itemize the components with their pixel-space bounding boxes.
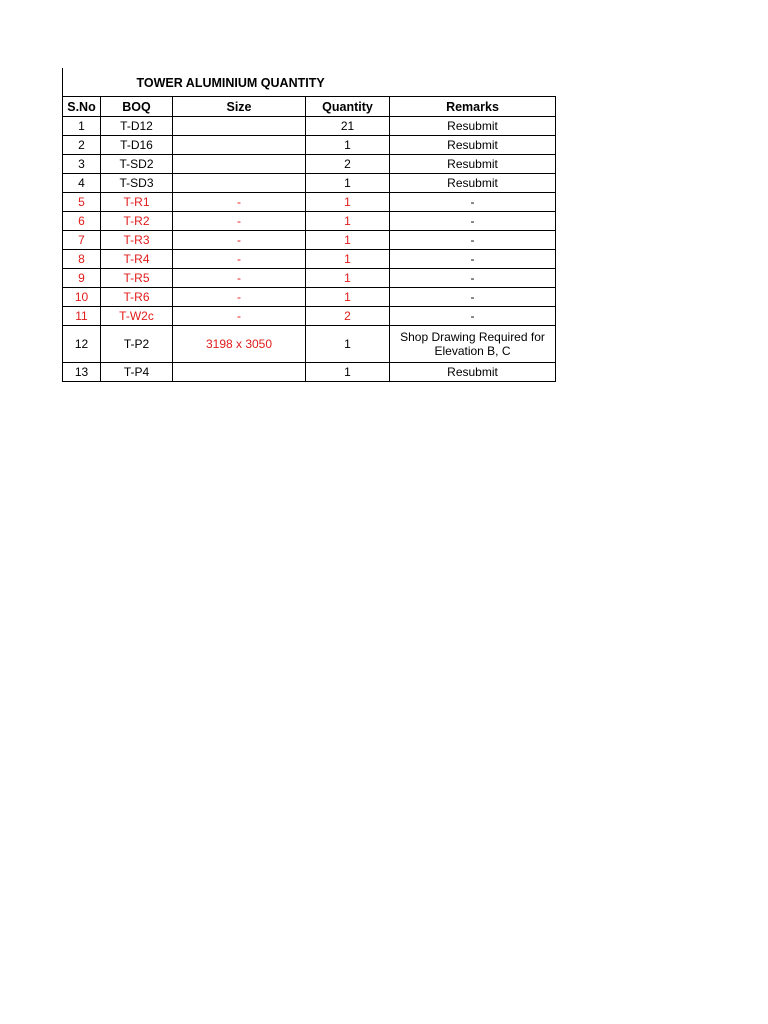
cell-sno: 1	[63, 117, 101, 136]
cell-size	[173, 155, 306, 174]
cell-quantity: 1	[306, 212, 390, 231]
cell-boq: T-R2	[101, 212, 173, 231]
cell-quantity: 1	[306, 363, 390, 382]
cell-boq: T-W2c	[101, 307, 173, 326]
cell-size: -	[173, 231, 306, 250]
cell-quantity: 1	[306, 174, 390, 193]
cell-size: -	[173, 269, 306, 288]
cell-boq: T-P4	[101, 363, 173, 382]
header-sno: S.No	[63, 97, 101, 117]
table-title-row	[63, 68, 556, 97]
cell-size	[173, 174, 306, 193]
cell-sno: 11	[63, 307, 101, 326]
cell-quantity: 1	[306, 326, 390, 363]
cell-quantity: 2	[306, 155, 390, 174]
cell-sno: 4	[63, 174, 101, 193]
cell-remarks: -	[390, 231, 556, 250]
cell-boq: T-SD3	[101, 174, 173, 193]
cell-size: -	[173, 212, 306, 231]
cell-sno: 10	[63, 288, 101, 307]
cell-sno: 7	[63, 231, 101, 250]
cell-remarks: Resubmit	[390, 117, 556, 136]
cell-boq: T-R1	[101, 193, 173, 212]
cell-remarks: Resubmit	[390, 155, 556, 174]
table-row	[63, 326, 556, 363]
cell-sno: 6	[63, 212, 101, 231]
cell-size: -	[173, 250, 306, 269]
quantity-sheet	[62, 68, 556, 382]
cell-quantity: 21	[306, 117, 390, 136]
cell-boq: T-D16	[101, 136, 173, 155]
table-header-row	[63, 97, 556, 117]
cell-sno: 2	[63, 136, 101, 155]
cell-quantity: 1	[306, 250, 390, 269]
table-row	[63, 250, 556, 269]
cell-remarks: Resubmit	[390, 136, 556, 155]
table-row	[63, 231, 556, 250]
header-quantity: Quantity	[306, 97, 390, 117]
cell-size: -	[173, 193, 306, 212]
cell-quantity: 1	[306, 269, 390, 288]
cell-remarks: -	[390, 307, 556, 326]
cell-boq: T-R5	[101, 269, 173, 288]
table-title: TOWER ALUMINIUM QUANTITY	[136, 76, 325, 90]
cell-remarks: Shop Drawing Required for Elevation B, C	[390, 326, 556, 363]
cell-remarks: -	[390, 212, 556, 231]
cell-remarks: Resubmit	[390, 363, 556, 382]
cell-size: -	[173, 307, 306, 326]
table-row	[63, 136, 556, 155]
cell-remarks: -	[390, 193, 556, 212]
cell-boq: T-D12	[101, 117, 173, 136]
cell-sno: 9	[63, 269, 101, 288]
table-row	[63, 155, 556, 174]
title-spacer	[63, 68, 101, 97]
table-row	[63, 193, 556, 212]
header-boq: BOQ	[101, 97, 173, 117]
table-row	[63, 212, 556, 231]
cell-sno: 8	[63, 250, 101, 269]
cell-quantity: 1	[306, 136, 390, 155]
cell-sno: 13	[63, 363, 101, 382]
cell-quantity: 1	[306, 231, 390, 250]
cell-remarks: -	[390, 269, 556, 288]
cell-remarks: -	[390, 288, 556, 307]
cell-boq: T-SD2	[101, 155, 173, 174]
header-remarks: Remarks	[390, 97, 556, 117]
cell-sno: 3	[63, 155, 101, 174]
cell-boq: T-R4	[101, 250, 173, 269]
cell-quantity: 2	[306, 307, 390, 326]
table-row	[63, 117, 556, 136]
aluminium-quantity-table	[62, 68, 556, 382]
table-row	[63, 307, 556, 326]
table-row	[63, 288, 556, 307]
cell-sno: 12	[63, 326, 101, 363]
cell-size	[173, 136, 306, 155]
table-row	[63, 174, 556, 193]
cell-remarks: Resubmit	[390, 174, 556, 193]
cell-boq: T-R6	[101, 288, 173, 307]
cell-boq: T-R3	[101, 231, 173, 250]
header-size: Size	[173, 97, 306, 117]
cell-size: -	[173, 288, 306, 307]
table-row	[63, 363, 556, 382]
cell-size	[173, 363, 306, 382]
cell-size: 3198 x 3050	[173, 326, 306, 363]
cell-quantity: 1	[306, 193, 390, 212]
cell-sno: 5	[63, 193, 101, 212]
table-row	[63, 269, 556, 288]
cell-quantity: 1	[306, 288, 390, 307]
cell-size	[173, 117, 306, 136]
cell-remarks: -	[390, 250, 556, 269]
cell-boq: T-P2	[101, 326, 173, 363]
